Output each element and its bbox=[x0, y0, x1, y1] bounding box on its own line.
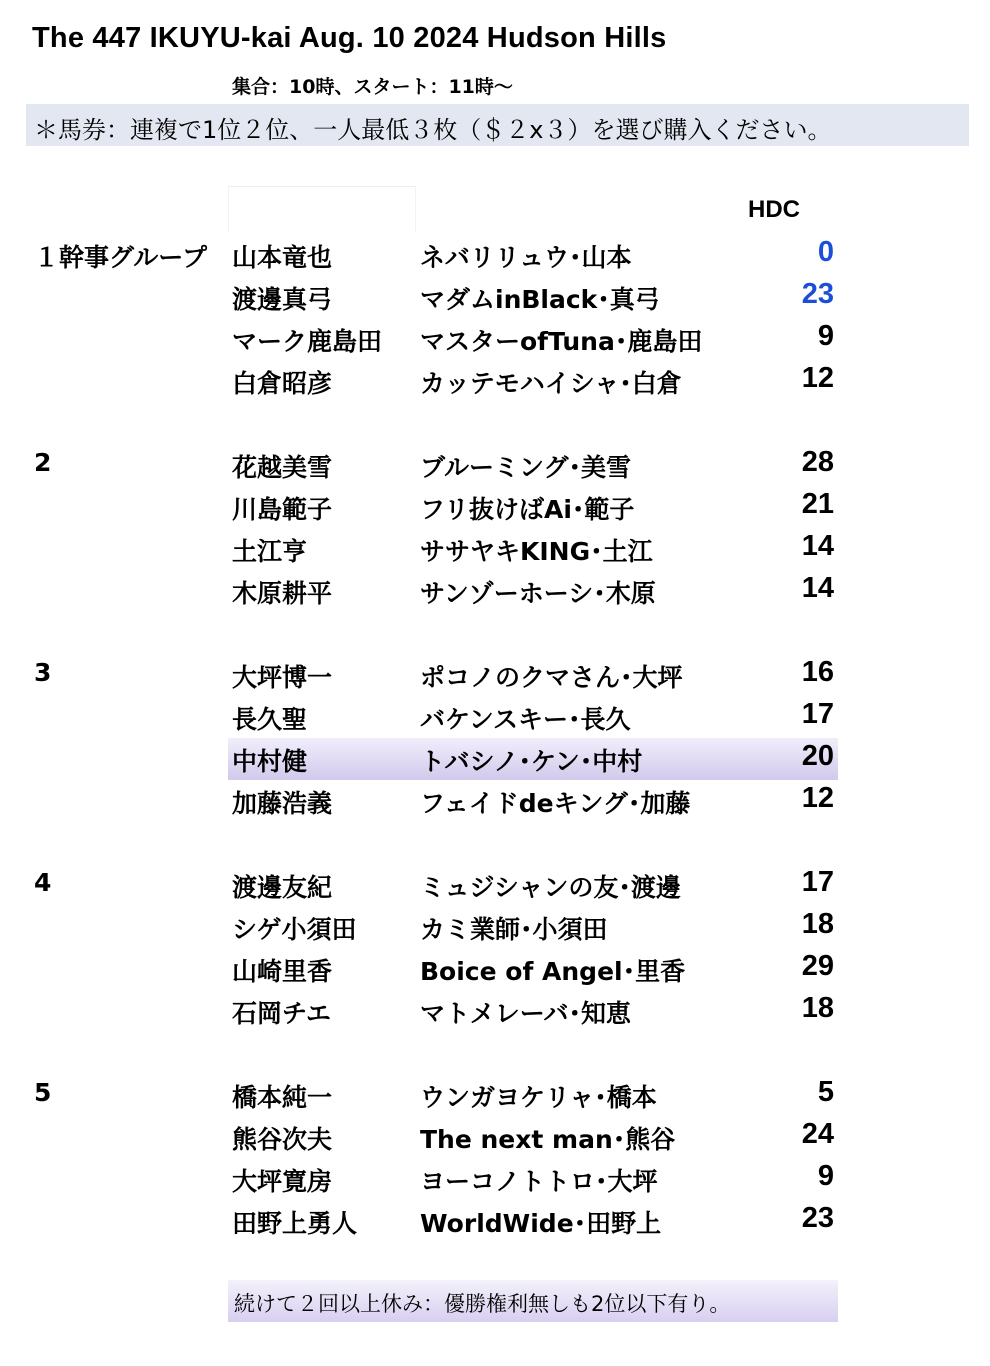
handicap-value: 9 bbox=[817, 1160, 834, 1192]
betting-note-text: ＊馬券：連複で1位２位、一人最低３枚（＄２x３）を選び購入ください。 bbox=[34, 116, 832, 144]
handicap-value: 20 bbox=[801, 740, 834, 772]
horse-name: サンゾーホーシ･木原 bbox=[420, 579, 656, 608]
hdc-column-header: HDC bbox=[748, 196, 800, 223]
table-row bbox=[0, 994, 990, 1036]
player-name: 渡邊友紀 bbox=[232, 873, 333, 902]
handicap-value: 17 bbox=[801, 866, 834, 898]
table-row bbox=[0, 238, 990, 280]
player-name: 大坪博一 bbox=[232, 663, 333, 692]
page-title: The 447 IKUYU-kai Aug. 10 2024 Hudson Hills bbox=[32, 22, 667, 54]
horse-name: マスターofTuna･鹿島田 bbox=[420, 327, 703, 356]
player-name: 橋本純一 bbox=[232, 1083, 333, 1112]
handicap-value: 12 bbox=[801, 362, 834, 394]
table-row bbox=[0, 952, 990, 994]
group-label: 4 bbox=[34, 868, 52, 897]
horse-name: ネバリリュウ･山本 bbox=[420, 243, 632, 272]
horse-name: Boice of Angel･里香 bbox=[420, 957, 686, 986]
table-row bbox=[0, 448, 990, 490]
player-name: 山崎里香 bbox=[232, 957, 333, 986]
table-row bbox=[0, 784, 990, 826]
player-name: 木原耕平 bbox=[232, 579, 333, 608]
table-row bbox=[0, 322, 990, 364]
handicap-value: 18 bbox=[801, 992, 834, 1024]
table-row bbox=[0, 1204, 990, 1246]
footer-note-banner bbox=[228, 1280, 838, 1322]
group-label: 3 bbox=[34, 658, 52, 687]
table-row bbox=[0, 490, 990, 532]
horse-name: ミュジシャンの友･渡邊 bbox=[420, 873, 681, 902]
handicap-value: 24 bbox=[801, 1118, 834, 1150]
handicap-value: 21 bbox=[801, 488, 834, 520]
handicap-value: 18 bbox=[801, 908, 834, 940]
player-name: 加藤浩義 bbox=[232, 789, 333, 818]
horse-name: フェイドdeキング･加藤 bbox=[420, 789, 691, 818]
horse-name: WorldWide･田野上 bbox=[420, 1209, 662, 1238]
table-row bbox=[0, 700, 990, 742]
horse-name: ポコノのクマさん･大坪 bbox=[420, 663, 683, 692]
group-label: １幹事グループ bbox=[34, 243, 208, 272]
table-row bbox=[0, 364, 990, 406]
player-name: 渡邊真弓 bbox=[232, 285, 333, 314]
table-row bbox=[0, 1078, 990, 1120]
horse-name: バケンスキー･長久 bbox=[420, 705, 631, 734]
player-name: 土江亨 bbox=[232, 537, 308, 566]
table-row bbox=[0, 1120, 990, 1162]
handicap-value: 28 bbox=[801, 446, 834, 478]
horse-name: トバシノ･ケン･中村 bbox=[420, 747, 643, 776]
empty-header-cell bbox=[228, 186, 416, 233]
horse-name: カミ業師･小須田 bbox=[420, 915, 608, 944]
player-name: 山本竜也 bbox=[232, 243, 333, 272]
horse-name: The next man･熊谷 bbox=[420, 1125, 676, 1154]
table-row bbox=[0, 532, 990, 574]
table-row bbox=[0, 280, 990, 322]
handicap-value: 5 bbox=[817, 1076, 834, 1108]
player-name: 長久聖 bbox=[232, 705, 308, 734]
player-name: 石岡チエ bbox=[232, 999, 332, 1028]
handicap-value: 9 bbox=[817, 320, 834, 352]
horse-name: ササヤキKING･土江 bbox=[420, 537, 653, 566]
player-name: 田野上勇人 bbox=[232, 1209, 358, 1238]
horse-name: マトメレーバ･知恵 bbox=[420, 999, 632, 1028]
horse-name: ヨーコノトトロ･大坪 bbox=[420, 1167, 658, 1196]
table-row bbox=[0, 868, 990, 910]
player-name: 白倉昭彦 bbox=[232, 369, 333, 398]
group-label: 5 bbox=[34, 1078, 52, 1107]
player-name: 大坪寛房 bbox=[232, 1167, 333, 1196]
handicap-value: 14 bbox=[801, 572, 834, 604]
handicap-value: 29 bbox=[801, 950, 834, 982]
player-name: シゲ小須田 bbox=[232, 915, 357, 944]
table-row bbox=[0, 574, 990, 616]
handicap-value: 16 bbox=[801, 656, 834, 688]
horse-name: ウンガヨケリャ･橋本 bbox=[420, 1083, 657, 1112]
handicap-value: 0 bbox=[817, 236, 834, 268]
handicap-value: 23 bbox=[801, 278, 834, 310]
table-row bbox=[0, 658, 990, 700]
betting-note-banner bbox=[26, 104, 969, 146]
group-label: 2 bbox=[34, 448, 52, 477]
table-row bbox=[0, 1162, 990, 1204]
horse-name: ブルーミング･美雪 bbox=[420, 453, 632, 482]
table-row bbox=[0, 742, 990, 784]
player-name: 花越美雪 bbox=[232, 453, 333, 482]
horse-name: カッテモハイシャ･白倉 bbox=[420, 369, 682, 398]
horse-name: フリ抜けばAi･範子 bbox=[420, 495, 635, 524]
handicap-value: 23 bbox=[801, 1202, 834, 1234]
meeting-time-subtitle: 集合：10時、スタート：11時〜 bbox=[232, 76, 513, 98]
handicap-value: 14 bbox=[801, 530, 834, 562]
player-name: 熊谷次夫 bbox=[232, 1125, 333, 1154]
table-row bbox=[0, 910, 990, 952]
player-name: 中村健 bbox=[232, 747, 308, 776]
handicap-value: 12 bbox=[801, 782, 834, 814]
footer-note-text: 続けて２回以上休み：優勝権利無しも2位以下有り。 bbox=[234, 1292, 731, 1316]
handicap-value: 17 bbox=[801, 698, 834, 730]
player-name: 川島範子 bbox=[232, 495, 333, 524]
player-name: マーク鹿島田 bbox=[232, 327, 383, 356]
horse-name: マダムinBlack･真弓 bbox=[420, 285, 660, 314]
